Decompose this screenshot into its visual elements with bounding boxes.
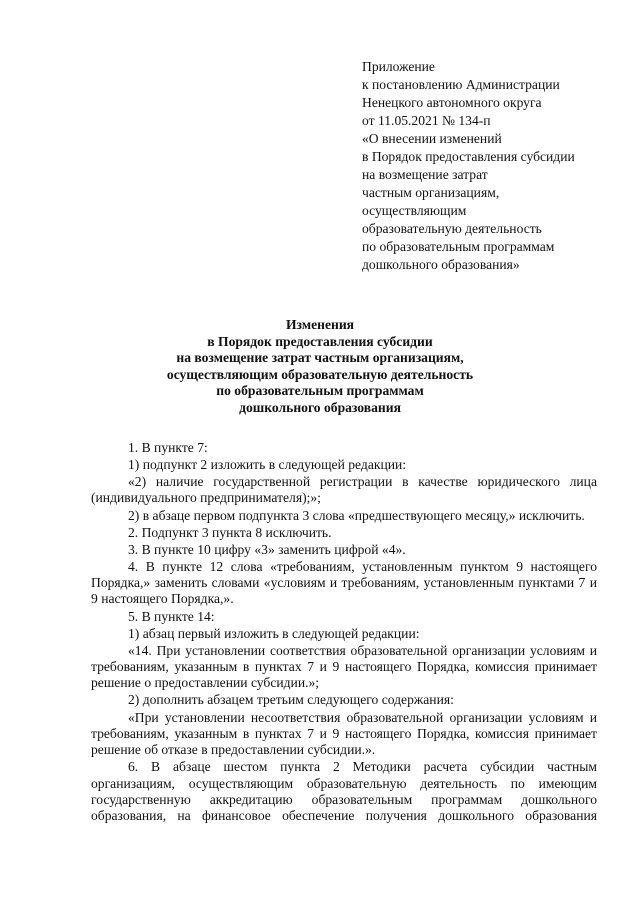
appendix-line: дошкольного образования»	[362, 257, 520, 272]
title-line: по образовательным программам	[216, 383, 424, 399]
paragraph: «14. При установлении соответствия образовательной организации условиям и требованиям, указанным в пунктах 7 и 9 настоящего Порядка, комиссия принимает решение о предоставлении субсидии.»;	[91, 642, 597, 691]
title-line: на возмещение затрат частным организациям,	[176, 350, 464, 366]
paragraph: 1) абзац первый изложить в следующей редакции:	[128, 625, 420, 641]
appendix-line: на возмещение затрат	[362, 167, 488, 182]
title-line: осуществляющим образовательную деятельность	[166, 366, 474, 382]
appendix-line: в Порядок предоставления субсидии	[362, 149, 575, 164]
appendix-line: по образовательным программам	[362, 239, 555, 254]
appendix-line: осуществляющим	[362, 203, 467, 218]
document-title	[80, 317, 560, 417]
paragraph: 2) дополнить абзацем третьим следующего содержания:	[128, 692, 454, 708]
title-line: Изменения	[285, 317, 355, 332]
appendix-line: Приложение	[362, 59, 435, 74]
paragraph: 3. В пункте 10 цифру «3» заменить цифрой «4».	[128, 541, 406, 557]
paragraph: 4. В пункте 12 слова «требованиям, установленным пунктом 9 настоящего Порядка,» заменить словами «условиям и требованиям, установленным пунктами 7 и 9 настоящего Порядка,».	[91, 558, 597, 607]
appendix-line: от 11.05.2021 № 134-п	[362, 113, 491, 128]
appendix-line: «О внесении изменений	[362, 131, 502, 146]
paragraph: «2) наличие государственной регистрации в качестве юридического лица (индивидуального предпринимателя);»;	[91, 474, 597, 506]
appendix-line: к постановлению Администрации	[362, 77, 560, 92]
paragraph: 2) в абзаце первом подпункта 3 слова «предшествующего месяцу,» исключить.	[128, 507, 585, 523]
title-line: в Порядок предоставления субсидии	[207, 333, 433, 349]
appendix-line: Ненецкого автономного округа	[362, 95, 542, 110]
document-body	[91, 440, 597, 825]
appendix-header	[362, 58, 612, 274]
appendix-line: частным организациям,	[362, 185, 500, 200]
title-line: дошкольного образования	[239, 399, 401, 415]
paragraph: 1. В пункте 7:	[128, 440, 208, 455]
paragraph: 1) подпункт 2 изложить в следующей редакции:	[128, 457, 407, 473]
paragraph: 2. Подпункт 3 пункта 8 исключить.	[128, 524, 332, 540]
appendix-line: образовательную деятельность	[362, 221, 542, 236]
paragraph: 6. В абзаце шестом пункта 2 Методики расчета субсидии частным организациям, осуществляющим образовательную деятельность по имеющим государственную аккредитацию образовательным программам дошкольного образования, на финансовое обеспечение получения дошкольного образования	[91, 759, 597, 824]
paragraph: 5. В пункте 14:	[128, 608, 215, 624]
paragraph: «При установлении несоответствия образовательной организации условиям и требованиям, указанным в пунктах 7 и 9 настоящего Порядка, комиссия принимает решение об отказе в предоставлении субсидии.».	[91, 709, 597, 758]
